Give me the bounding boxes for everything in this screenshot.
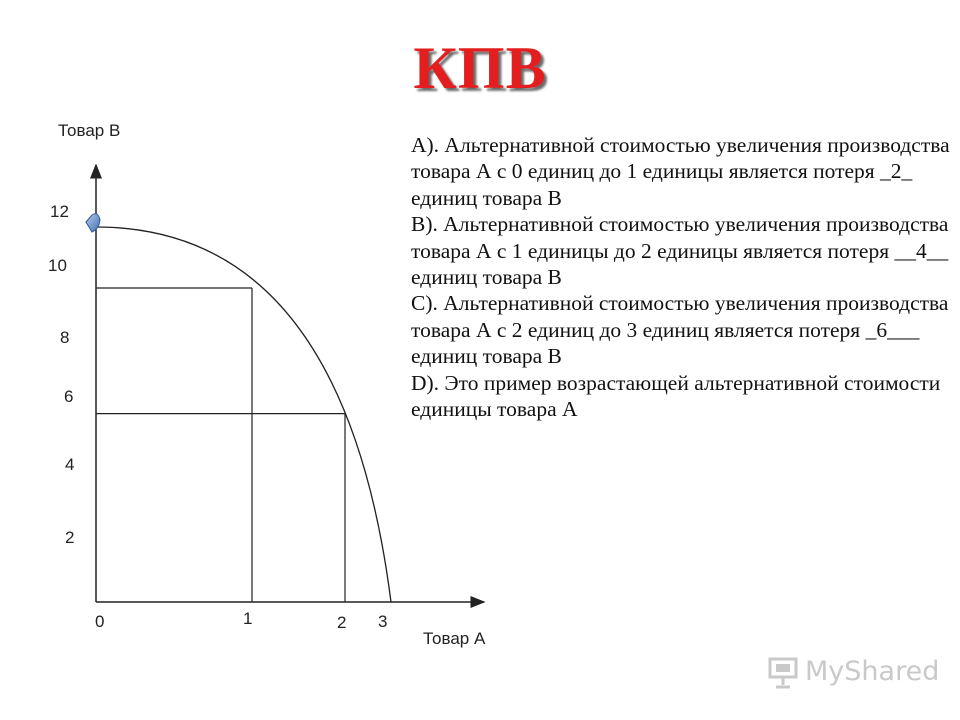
- y-tick-label: 10: [48, 256, 67, 275]
- x-tick-label: 2: [337, 613, 347, 632]
- presentation-board-icon: [766, 655, 800, 689]
- y-tick-label: 4: [65, 455, 75, 474]
- answer-a: А). Альтернативной стоимостью увеличения производства товара А с 0 единиц до 1 единицы является потеря _2_ единиц товара В: [411, 133, 950, 210]
- y-tick-label: 6: [64, 387, 74, 406]
- x-axis-label: Товар А: [423, 629, 486, 648]
- y-tick-label: 8: [60, 328, 70, 347]
- logo-text: MyShared: [805, 656, 940, 687]
- x-tick-label: 1: [243, 609, 253, 628]
- answer-c: С). Альтернативной стоимостью увеличения производства товара А с 2 единиц до 3 единиц является потеря _6___ единиц товара В: [411, 291, 949, 369]
- ppf-curve: [96, 227, 391, 602]
- answer-b: В). Альтернативной стоимостью увеличения производства товара А с 1 единицы до 2 единицы является потеря __4__ единиц товара В: [411, 212, 949, 290]
- y-tick-label: 12: [50, 202, 69, 221]
- y-axis-label: Товар В: [58, 121, 121, 140]
- myshared-logo: [766, 653, 940, 693]
- slide-title: КПВ: [413, 35, 547, 101]
- y-tick-label: 2: [65, 528, 75, 547]
- answer-d: D). Это пример возрастающей альтернативной стоимости единицы товара А: [411, 370, 941, 422]
- x-tick-label: 0: [95, 612, 105, 631]
- answers-panel: [411, 132, 951, 422]
- start-point-marker: [86, 214, 100, 232]
- x-tick-label: 3: [378, 612, 388, 631]
